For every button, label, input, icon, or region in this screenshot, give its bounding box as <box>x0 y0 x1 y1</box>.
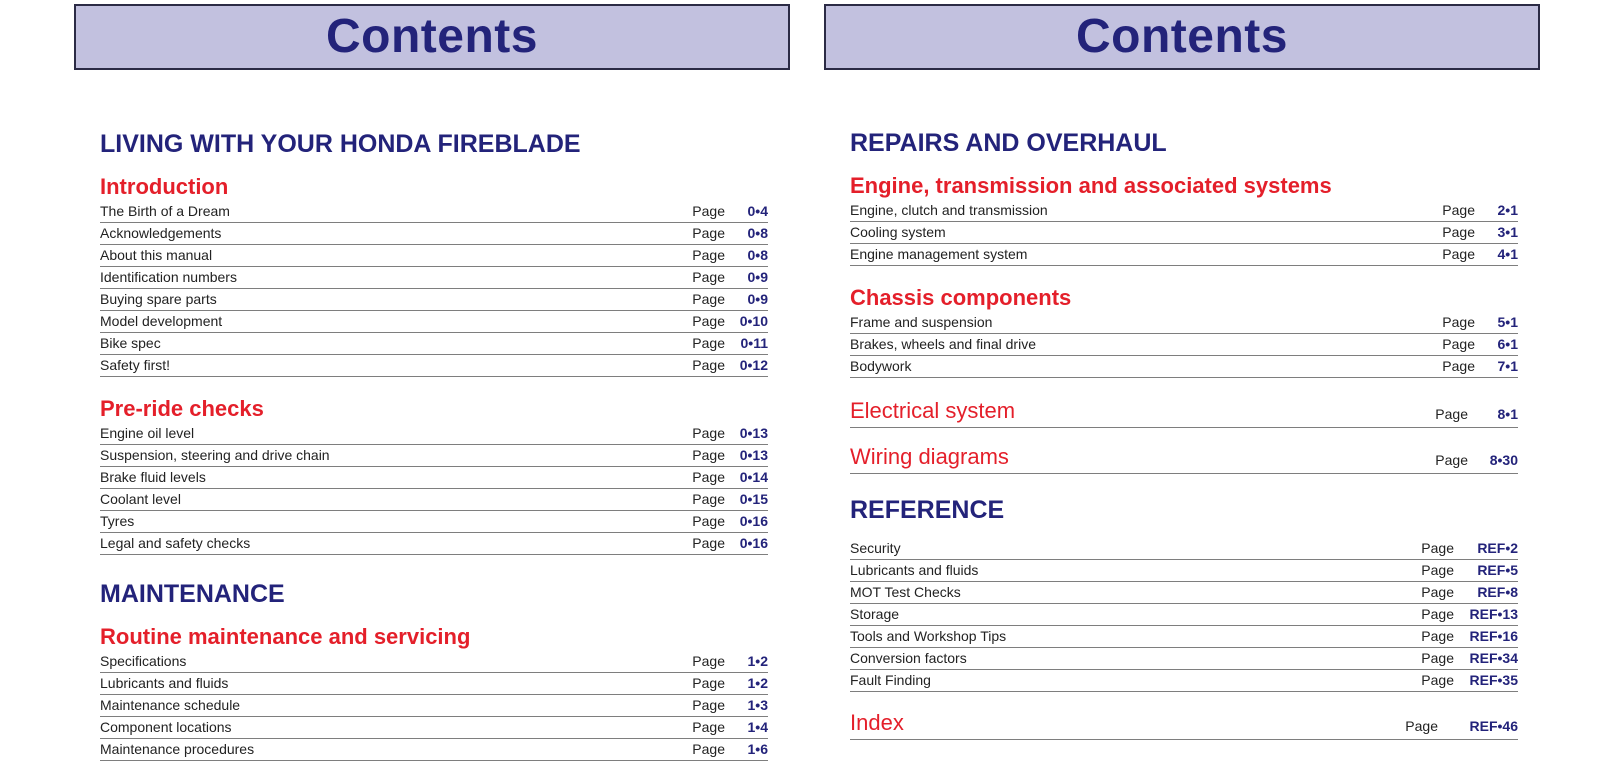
toc-row[interactable] <box>100 333 768 355</box>
page-number: 0•9 <box>747 291 768 307</box>
page-word: Page <box>692 203 725 219</box>
page-word: Page <box>692 653 725 669</box>
section-heading-wiring: Wiring diagrams <box>850 444 1009 469</box>
toc-row[interactable] <box>850 670 1518 692</box>
contents-banner <box>824 4 1540 70</box>
toc-entry-label: Engine oil level <box>100 425 195 441</box>
toc-entry-label: Fault Finding <box>850 672 931 688</box>
page-number: 6•1 <box>1497 336 1518 352</box>
banner-title: Contents <box>326 10 538 63</box>
toc-entry-label: Suspension, steering and drive chain <box>100 447 330 463</box>
toc-entry-label: Security <box>850 540 901 556</box>
page-word: Page <box>1421 584 1454 600</box>
page-number: REF•2 <box>1477 540 1518 556</box>
page-number: 8•30 <box>1489 452 1518 468</box>
page-number: REF•16 <box>1469 628 1518 644</box>
toc-row[interactable] <box>850 582 1518 604</box>
page-word: Page <box>692 535 725 551</box>
page-word: Page <box>692 447 725 463</box>
page-word: Page <box>1421 672 1454 688</box>
toc-entry-label: Identification numbers <box>100 269 237 285</box>
toc-entry-label: Legal and safety checks <box>100 535 251 551</box>
banner-title: Contents <box>1076 10 1288 63</box>
toc-row[interactable] <box>850 538 1518 560</box>
toc-entry-label: Bodywork <box>850 358 912 374</box>
page-word: Page <box>1442 336 1475 352</box>
toc-row[interactable] <box>850 222 1518 244</box>
section-heading-engine: Engine, transmission and associated systems <box>850 173 1332 198</box>
page-number: 0•12 <box>739 357 768 373</box>
toc-row[interactable] <box>100 695 768 717</box>
page-number: 0•8 <box>747 247 768 263</box>
toc-entry-label: Bike spec <box>100 335 161 351</box>
page-number: 0•16 <box>739 535 768 551</box>
page-number: REF•34 <box>1469 650 1518 666</box>
toc-entry-label: Tools and Workshop Tips <box>850 628 1007 644</box>
contents-banner <box>74 4 790 70</box>
toc-row[interactable] <box>850 334 1518 356</box>
toc-row[interactable] <box>100 223 768 245</box>
toc-entry-label: MOT Test Checks <box>850 584 961 600</box>
toc-row[interactable] <box>850 648 1518 670</box>
toc-row[interactable] <box>100 289 768 311</box>
toc-entry-label: Conversion factors <box>850 650 967 666</box>
section-heading-pre-ride: Pre-ride checks <box>100 396 264 421</box>
page-word: Page <box>692 225 725 241</box>
toc-row[interactable] <box>850 244 1518 266</box>
toc-row[interactable] <box>100 533 768 555</box>
page-word: Page <box>1421 562 1454 578</box>
toc-row[interactable] <box>100 267 768 289</box>
page-number: REF•13 <box>1469 606 1518 622</box>
page-word: Page <box>1421 606 1454 622</box>
page-number: 0•9 <box>747 269 768 285</box>
page-word: Page <box>692 469 725 485</box>
page-word: Page <box>1421 650 1454 666</box>
page-number: 0•13 <box>739 447 768 463</box>
toc-entry-label: Lubricants and fluids <box>850 562 979 578</box>
page-word: Page <box>692 313 725 329</box>
toc-row[interactable] <box>100 467 768 489</box>
toc-entry-label: Brakes, wheels and final drive <box>850 336 1036 352</box>
page-word: Page <box>692 269 725 285</box>
toc-row[interactable] <box>100 355 768 377</box>
toc-row-index[interactable] <box>850 710 1518 740</box>
toc-row[interactable] <box>100 423 768 445</box>
section-heading-routine-maintenance: Routine maintenance and servicing <box>100 624 471 649</box>
page-word: Page <box>1421 540 1454 556</box>
toc-row-wiring[interactable] <box>850 444 1518 474</box>
toc-entry-label: Engine, clutch and transmission <box>850 202 1048 218</box>
page-word: Page <box>692 425 725 441</box>
toc-row[interactable] <box>100 717 768 739</box>
page-word: Page <box>1435 406 1468 422</box>
page-word: Page <box>692 513 725 529</box>
page-number: 1•2 <box>747 675 768 691</box>
page-number: REF•8 <box>1477 584 1518 600</box>
page-number: 2•1 <box>1497 202 1518 218</box>
page-word: Page <box>1442 246 1475 262</box>
page-number: 1•2 <box>747 653 768 669</box>
toc-row[interactable] <box>850 200 1518 222</box>
toc-entry-label: Lubricants and fluids <box>100 675 229 691</box>
contents-page-left <box>74 0 790 781</box>
page-number: 3•1 <box>1497 224 1518 240</box>
page-word: Page <box>692 697 725 713</box>
toc-row[interactable] <box>100 445 768 467</box>
page-number: 0•8 <box>747 225 768 241</box>
page-word: Page <box>692 491 725 507</box>
toc-entry-label: Specifications <box>100 653 187 669</box>
page-number: 4•1 <box>1497 246 1518 262</box>
page-number: 0•16 <box>739 513 768 529</box>
page-number: 0•11 <box>740 335 768 351</box>
toc-row[interactable] <box>850 356 1518 378</box>
page-word: Page <box>1442 202 1475 218</box>
toc-entry-label: About this manual <box>100 247 213 263</box>
page-word: Page <box>1442 224 1475 240</box>
toc-row[interactable] <box>100 511 768 533</box>
contents-page-right <box>824 0 1540 781</box>
toc-entry-label: Model development <box>100 313 223 329</box>
page-number: 0•10 <box>739 313 768 329</box>
page-number: REF•46 <box>1469 718 1518 734</box>
section-heading-introduction: Introduction <box>100 174 229 199</box>
toc-row[interactable] <box>100 739 768 761</box>
page-word: Page <box>692 719 725 735</box>
page-number: 0•4 <box>747 203 768 219</box>
toc-entry-label: Maintenance schedule <box>100 697 241 713</box>
toc-entry-label: Coolant level <box>100 491 181 507</box>
page-number: 5•1 <box>1497 314 1518 330</box>
toc-entry-label: The Birth of a Dream <box>100 203 230 219</box>
toc-row[interactable] <box>850 312 1518 334</box>
toc-row[interactable] <box>850 604 1518 626</box>
page-word: Page <box>1435 452 1468 468</box>
toc-row[interactable] <box>850 626 1518 648</box>
page-number: 8•1 <box>1497 406 1518 422</box>
toc-entry-label: Tyres <box>100 513 135 529</box>
page-word: Page <box>692 291 725 307</box>
toc-row[interactable] <box>100 489 768 511</box>
toc-row[interactable] <box>850 560 1518 582</box>
section-heading-chassis: Chassis components <box>850 285 1072 310</box>
toc-entry-label: Component locations <box>100 719 232 735</box>
toc-entry-label: Acknowledgements <box>100 225 222 241</box>
toc-row-electrical[interactable] <box>850 398 1518 428</box>
section-heading-electrical: Electrical system <box>850 398 1016 423</box>
page-number: 7•1 <box>1497 358 1518 374</box>
page-word: Page <box>692 741 725 757</box>
toc-row[interactable] <box>100 651 768 673</box>
page-word: Page <box>692 675 725 691</box>
page-number: 1•3 <box>747 697 768 713</box>
major-heading-repairs: REPAIRS AND OVERHAUL <box>850 129 1167 157</box>
toc-row[interactable] <box>100 673 768 695</box>
toc-entry-label: Cooling system <box>850 224 946 240</box>
page-number: 0•14 <box>739 469 768 485</box>
major-heading-living: LIVING WITH YOUR HONDA FIREBLADE <box>100 130 581 158</box>
toc-entry-label: Brake fluid levels <box>100 469 206 485</box>
toc-entry-label: Storage <box>850 606 900 622</box>
page-number: 0•15 <box>739 491 768 507</box>
major-heading-reference: REFERENCE <box>850 496 1005 524</box>
page-word: Page <box>1421 628 1454 644</box>
toc-row[interactable] <box>100 201 768 223</box>
page-word: Page <box>692 335 725 351</box>
toc-entry-label: Safety first! <box>100 357 171 373</box>
page-number: 0•13 <box>739 425 768 441</box>
toc-row[interactable] <box>100 311 768 333</box>
toc-row[interactable] <box>100 245 768 267</box>
toc-entry-label: Buying spare parts <box>100 291 217 307</box>
page-word: Page <box>1442 358 1475 374</box>
page-word: Page <box>692 247 725 263</box>
page-word: Page <box>1442 314 1475 330</box>
toc-entry-label: Engine management system <box>850 246 1028 262</box>
page-word: Page <box>692 357 725 373</box>
page-number: REF•35 <box>1469 672 1518 688</box>
toc-entry-label: Frame and suspension <box>850 314 993 330</box>
page-number: REF•5 <box>1477 562 1518 578</box>
page-number: 1•6 <box>747 741 768 757</box>
toc-entry-label: Maintenance procedures <box>100 741 255 757</box>
page-number: 1•4 <box>747 719 768 735</box>
major-heading-maintenance: MAINTENANCE <box>100 580 285 608</box>
section-heading-index: Index <box>850 710 904 735</box>
page-word: Page <box>1405 718 1438 734</box>
